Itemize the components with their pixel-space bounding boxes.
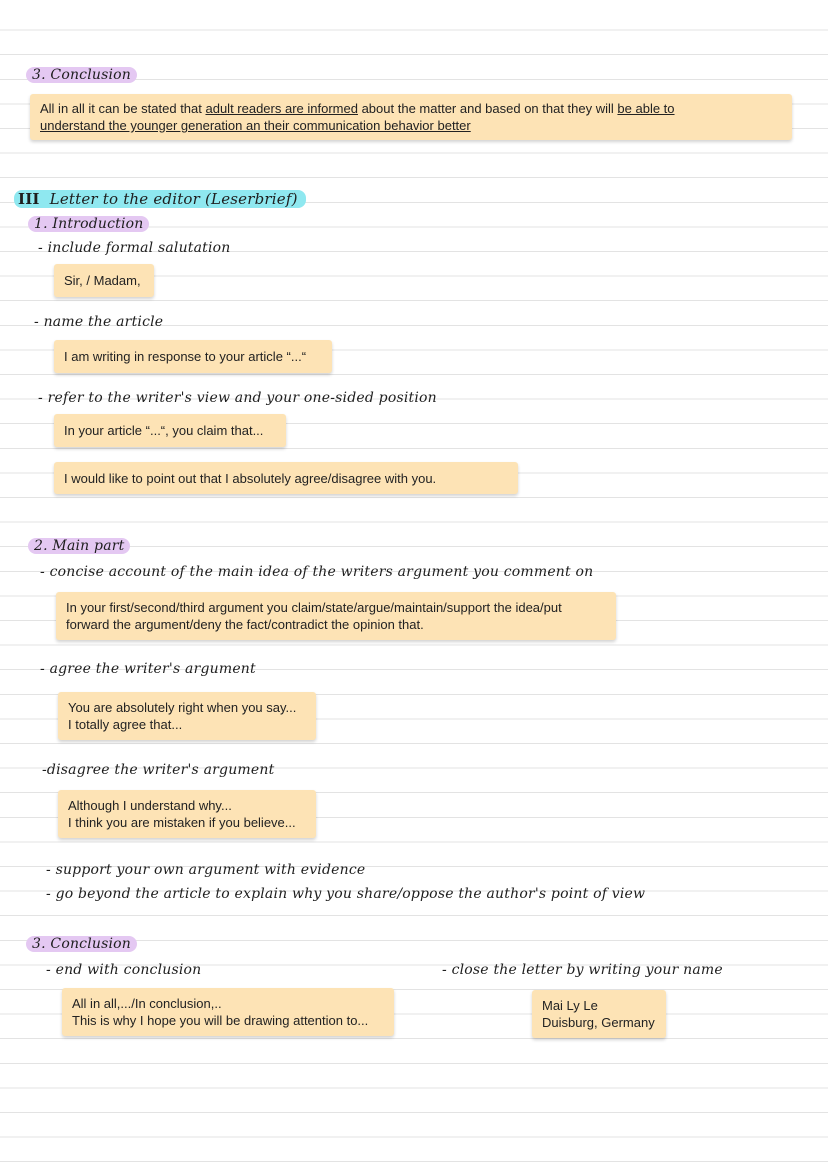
conclusion-note-line1: All in all it can be stated that adult readers are informed about the matter and based on that they will be able to	[40, 101, 675, 116]
intro-item-article: - name the article	[34, 314, 164, 330]
conclusion-item-end: - end with conclusion	[46, 962, 202, 978]
claim-box: In your article “...“, you claim that...	[54, 414, 286, 447]
agree-disagree-box: I would like to point out that I absolutely agree/disagree with you.	[54, 462, 518, 494]
intro-heading: 1. Introduction	[28, 216, 149, 232]
signature-box: Mai Ly Le Duisburg, Germany	[532, 990, 666, 1038]
intro-item-salutation: - include formal salutation	[38, 240, 231, 256]
main-item-account: - concise account of the main idea of the writers argument you comment on	[40, 564, 594, 580]
conclusion-heading: 3. Conclusion	[26, 67, 137, 83]
roman-numeral: III	[18, 190, 40, 208]
letter-heading: III Letter to the editor (Leserbrief)	[14, 190, 306, 208]
main-item-beyond: - go beyond the article to explain why you share/oppose the author's point of view	[46, 886, 646, 902]
main-item-evidence: - support your own argument with evidence	[46, 862, 366, 878]
main-item-agree: - agree the writer's argument	[40, 661, 256, 677]
letter-conclusion-heading: 3. Conclusion	[26, 936, 137, 952]
main-heading: 2. Main part	[28, 538, 130, 554]
conclusion-note-line2: understand the younger generation an their communication behavior better	[40, 118, 471, 133]
salutation-box: Sir, / Madam,	[54, 264, 154, 297]
main-item-disagree: -disagree the writer's argument	[42, 762, 275, 778]
conclusion-note-box	[30, 94, 792, 140]
intro-item-view: - refer to the writer's view and your one-sided position	[38, 390, 437, 406]
conclusion-item-name: - close the letter by writing your name	[442, 962, 723, 978]
agree-box: You are absolutely right when you say... I totally agree that...	[58, 692, 316, 740]
argument-box: In your first/second/third argument you claim/state/argue/maintain/support the idea/put forward the argument/deny the fact/contradict the opinion that.	[56, 592, 616, 640]
article-box: I am writing in response to your article “...“	[54, 340, 332, 373]
disagree-box: Although I understand why... I think you are mistaken if you believe...	[58, 790, 316, 838]
conclusion-phrase-box: All in all,.../In conclusion,.. This is why I hope you will be drawing attention to...	[62, 988, 394, 1036]
